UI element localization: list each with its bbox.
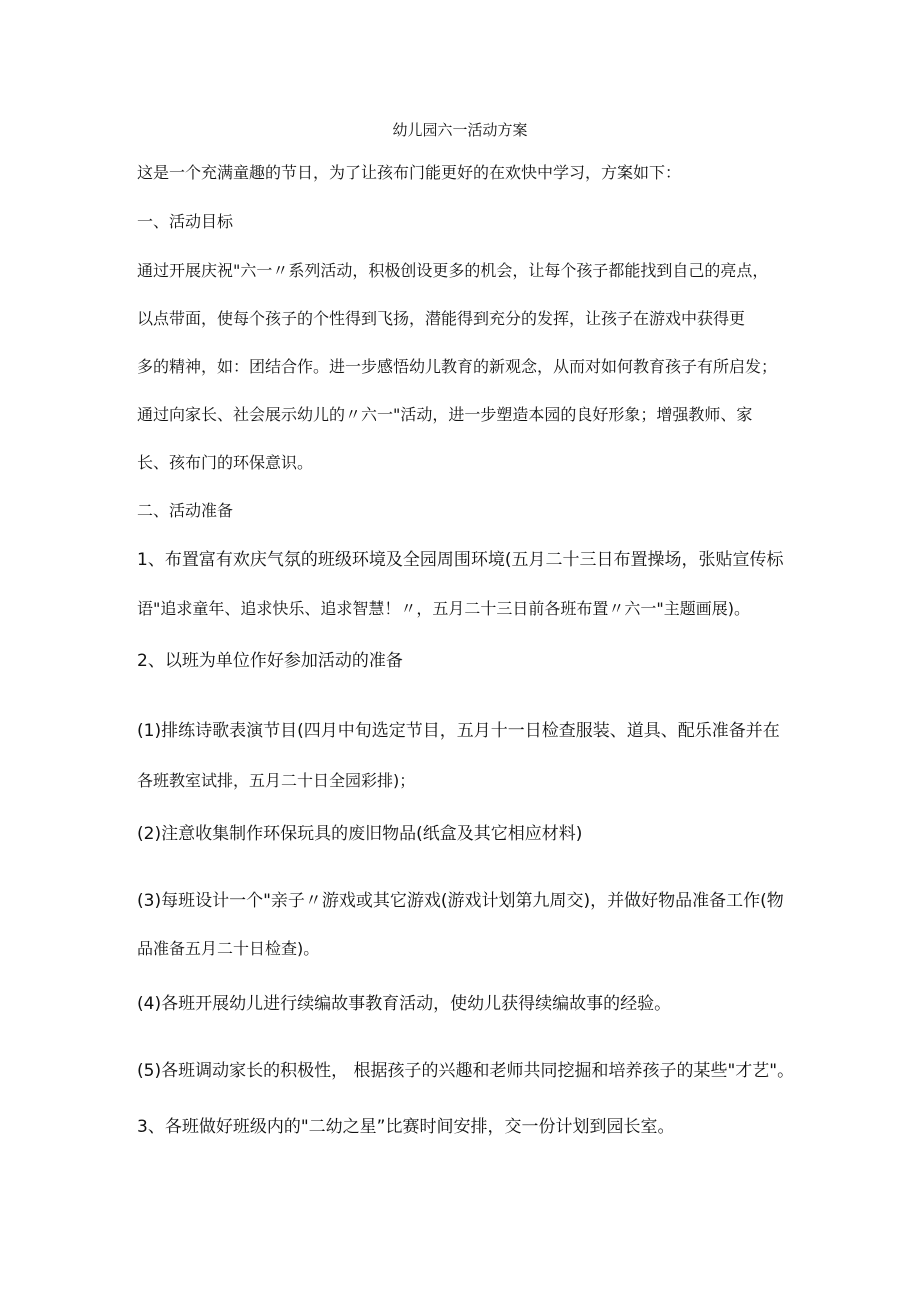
goals-line-5: 长、孩布门的环保意识。 xyxy=(137,453,314,472)
prep-sub-5: (5)各班调动家长的积极性， 根据孩子的兴趣和老师共同挖掘和培养孩子的某些"才艺"。 xyxy=(137,1061,795,1081)
prep-sub-3-line-2: 品准备五月二十日检查)。 xyxy=(137,939,320,958)
section-heading-preparation: 二、活动准备 xyxy=(137,501,234,520)
prep-sub-1-line-2: 各班教室试排，五月二十日全园彩排)； xyxy=(137,771,416,790)
goals-line-4: 通过向家长、社会展示幼儿的〃六一"活动，进一步塑造本园的良好形象；增强教师、家 xyxy=(137,405,753,424)
document-title: 幼儿园六一活动方案 xyxy=(392,121,528,139)
prep-item-3: 3、各班做好班级内的"二幼之星”比赛时间安排，交一份计划到园长室。 xyxy=(137,1117,675,1137)
goals-line-3: 多的精神，如：团结合作。进一步感悟幼儿教育的新观念，从而对如何教育孩子有所启发； xyxy=(137,357,778,376)
prep-sub-4: (4)各班开展幼儿进行续编故事教育活动，使幼儿获得续编故事的经验。 xyxy=(137,994,672,1014)
goals-line-1: 通过开展庆祝"六一〃系列活动，积极创设更多的机会，让每个孩子都能找到自己的亮点， xyxy=(137,261,769,280)
prep-sub-1-line-1: (1)排练诗歌表演节目(四月中旬选定节目，五月十一日检查服装、道具、配乐准备并在 xyxy=(137,721,780,741)
prep-item-2: 2、以班为单位作好参加活动的准备 xyxy=(137,651,403,671)
prep-item-1-line-1: 1、布置富有欢庆气氛的班级环境及全园周围环境(五月二十三日布置操场，张贴宣传标 xyxy=(137,550,784,570)
goals-line-2: 以点带面，使每个孩子的个性得到飞扬，潜能得到充分的发挥，让孩子在游戏中获得更 xyxy=(137,309,746,328)
prep-sub-2: (2)注意收集制作环保玩具的废旧物品(纸盒及其它相应材料) xyxy=(137,824,583,844)
section-heading-goals: 一、活动目标 xyxy=(137,212,234,231)
intro-paragraph: 这是一个充满童趣的节日，为了让孩布门能更好的在欢快中学习，方案如下： xyxy=(137,163,682,182)
prep-sub-3-line-1: (3)每班设计一个"亲子〃游戏或其它游戏(游戏计划第九周交)，并做好物品准备工作(物 xyxy=(137,891,784,911)
prep-item-1-line-2: 语"追求童年、追求快乐、追求智慧！〃，五月二十三日前各班布置〃六一"主题画展)。 xyxy=(137,599,750,618)
